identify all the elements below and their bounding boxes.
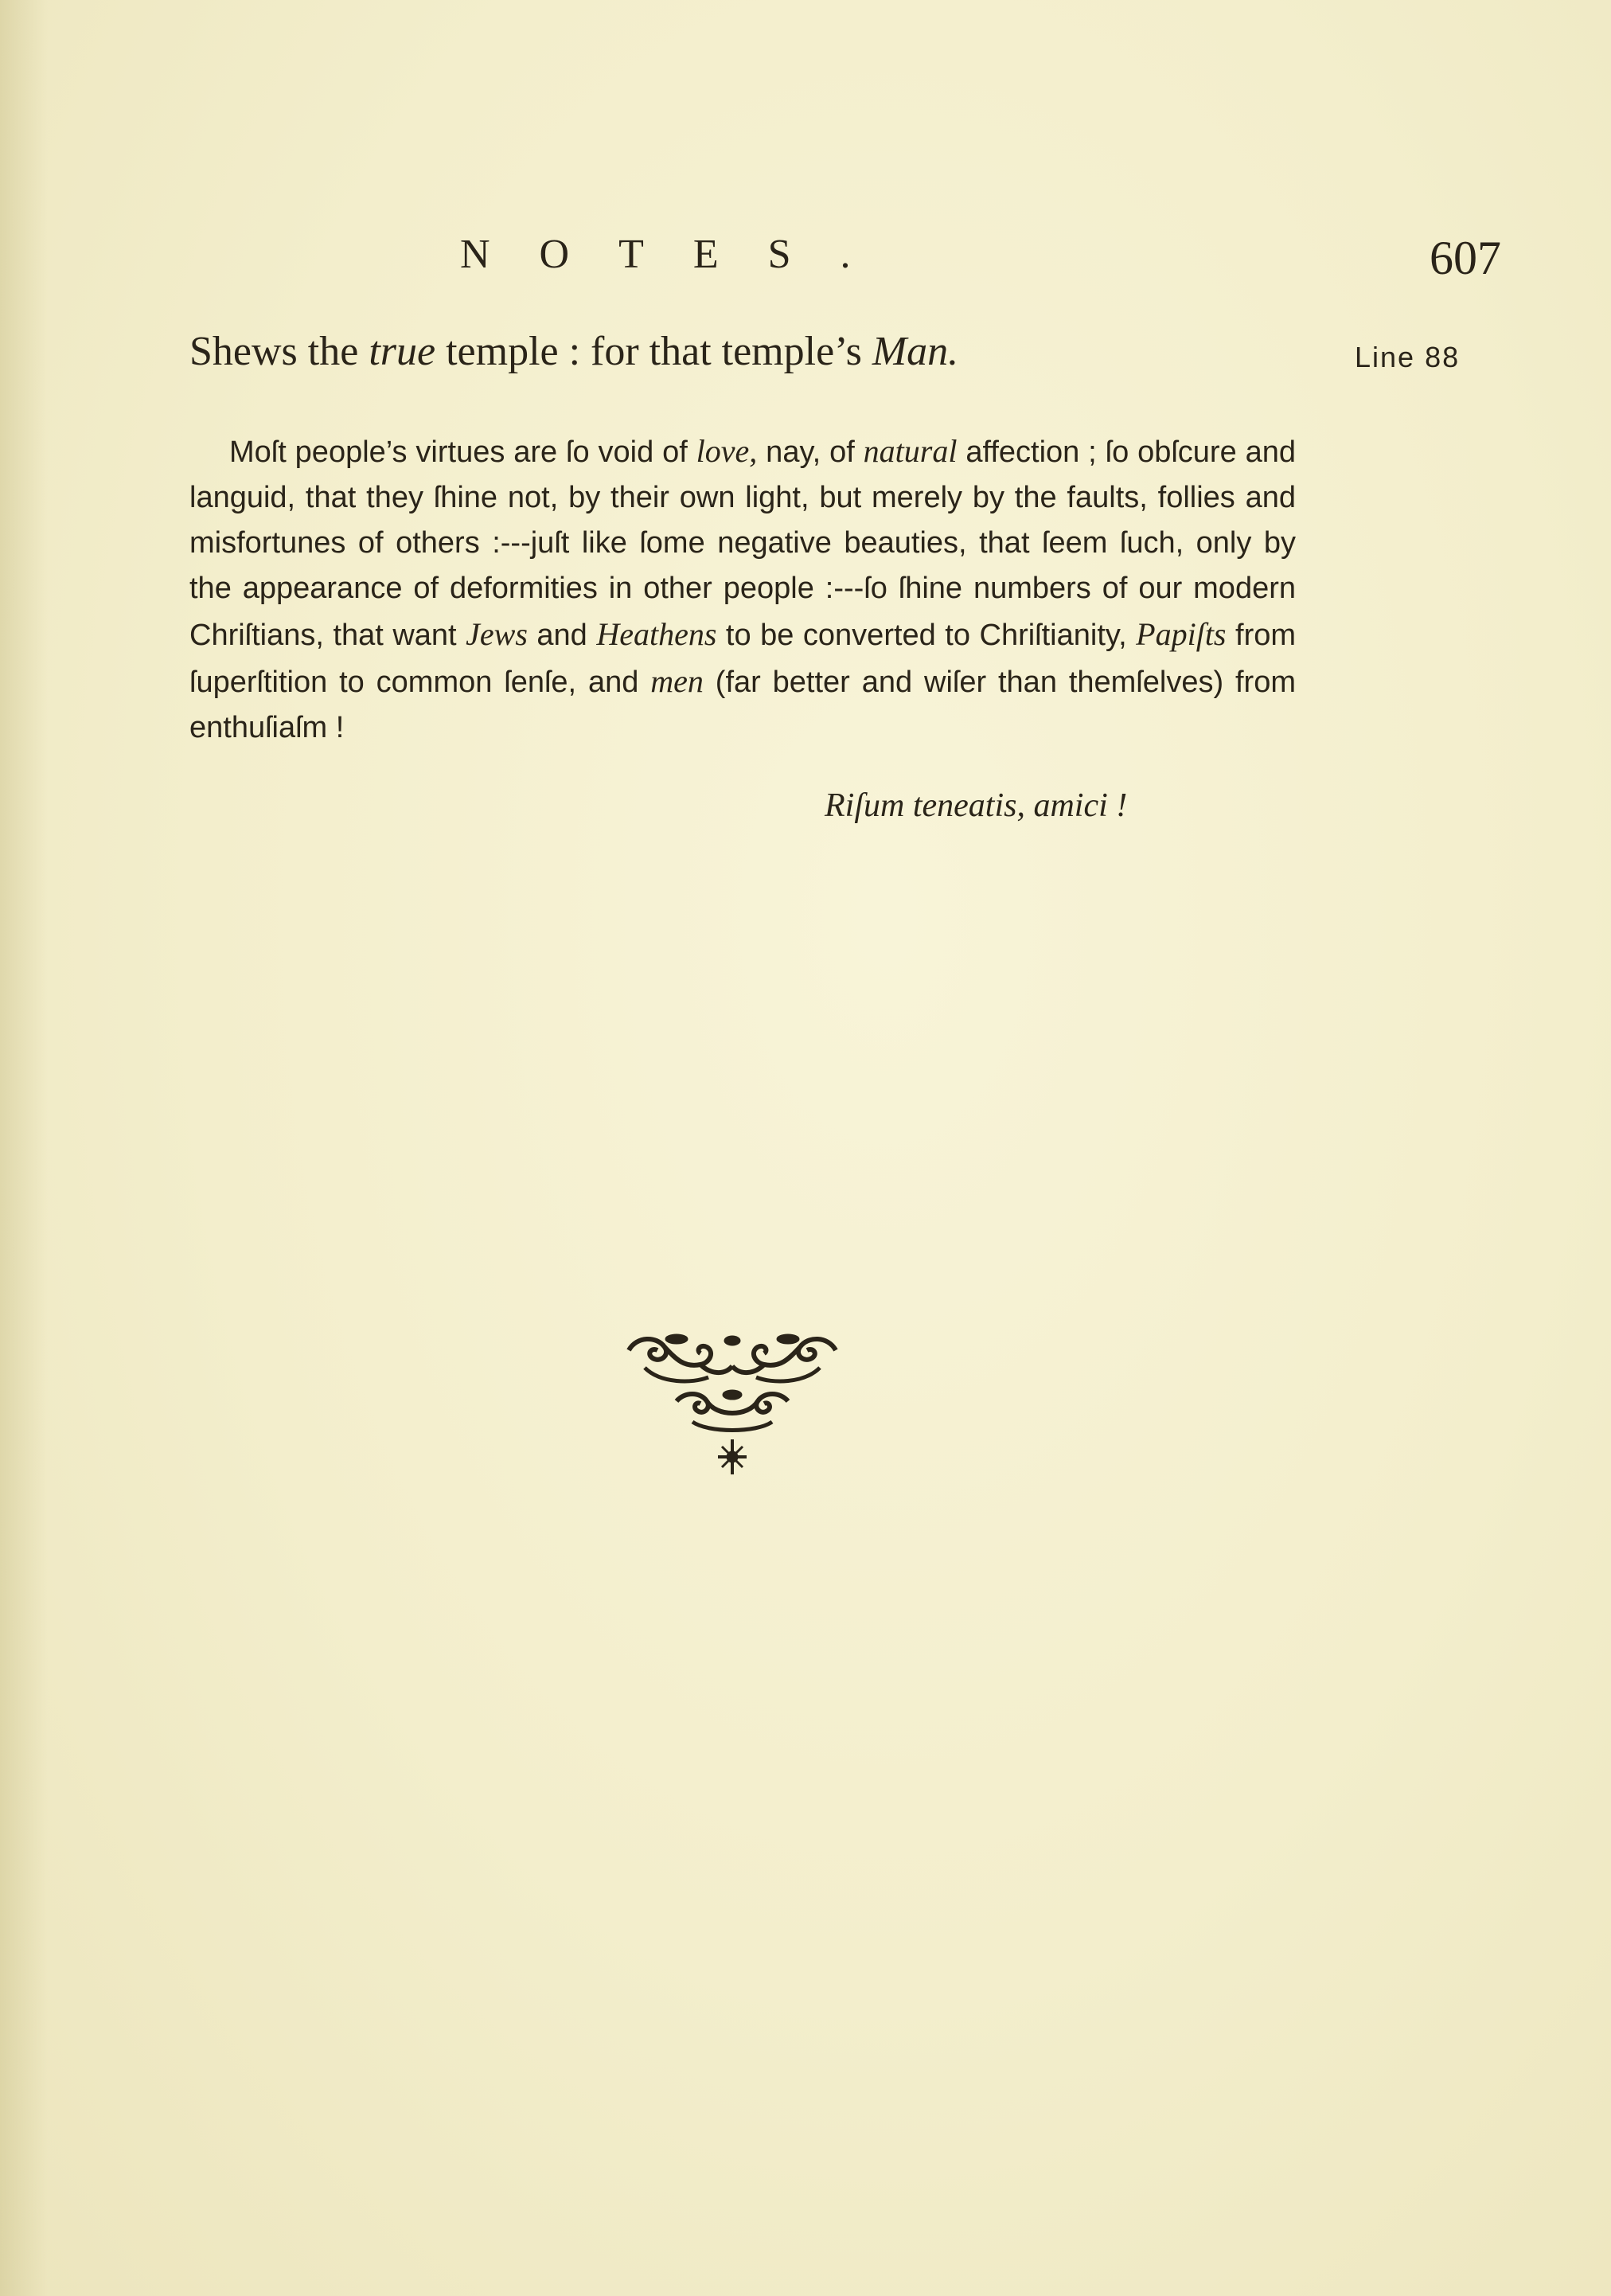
verse-emphasis-true: true: [369, 329, 436, 374]
note-paragraph: [189, 428, 1296, 751]
note-text: from ſuperſtition to common ſenſe, and: [189, 619, 1297, 699]
note-italic-papists: Papiſts: [1136, 616, 1227, 652]
note-text: Moſt people’s virtues are ſo void of: [229, 435, 696, 469]
note-italic-jews: Jews: [466, 616, 528, 652]
verse-emphasis-man: Man.: [872, 329, 959, 374]
page-number: 607: [1430, 232, 1501, 284]
note-text: (far better and wiſer than themſelves) from enthuſiaſm !: [189, 666, 1296, 744]
note-text: nay, of: [757, 435, 864, 469]
verse-text-middle: temple : for that temple’s: [435, 329, 872, 374]
note-text: affection ; ſo obſcure and languid, that they ſhine not, by their own light, but merely by the faults, follies and misfortunes of others :---juſt like ſome negative beauties, that ſeem ſuch, only by the appearance of deformities in other people :---ſo ſhine numbers of our modern Chriſtians, that want: [189, 435, 1297, 652]
note-italic-heathens: Heathens: [596, 616, 717, 652]
note-text: to be converted to Chriſtianity,: [716, 619, 1137, 652]
note-body: [189, 428, 1296, 751]
verse-text-prefix: Shews the: [189, 329, 369, 374]
note-italic-love: love,: [696, 433, 758, 469]
note-italic-natural: natural: [863, 433, 958, 469]
page-edge-shading: [0, 0, 48, 2296]
running-head: NOTES.: [460, 232, 900, 277]
verse-quotation: [189, 328, 958, 375]
note-italic-men: men: [650, 663, 704, 699]
note-text: and: [527, 619, 597, 652]
fleuron-tailpiece-icon: [621, 1328, 844, 1479]
line-reference: Line 88: [1355, 341, 1461, 373]
closing-quotation: Riſum teneatis, amici !: [825, 787, 1128, 824]
